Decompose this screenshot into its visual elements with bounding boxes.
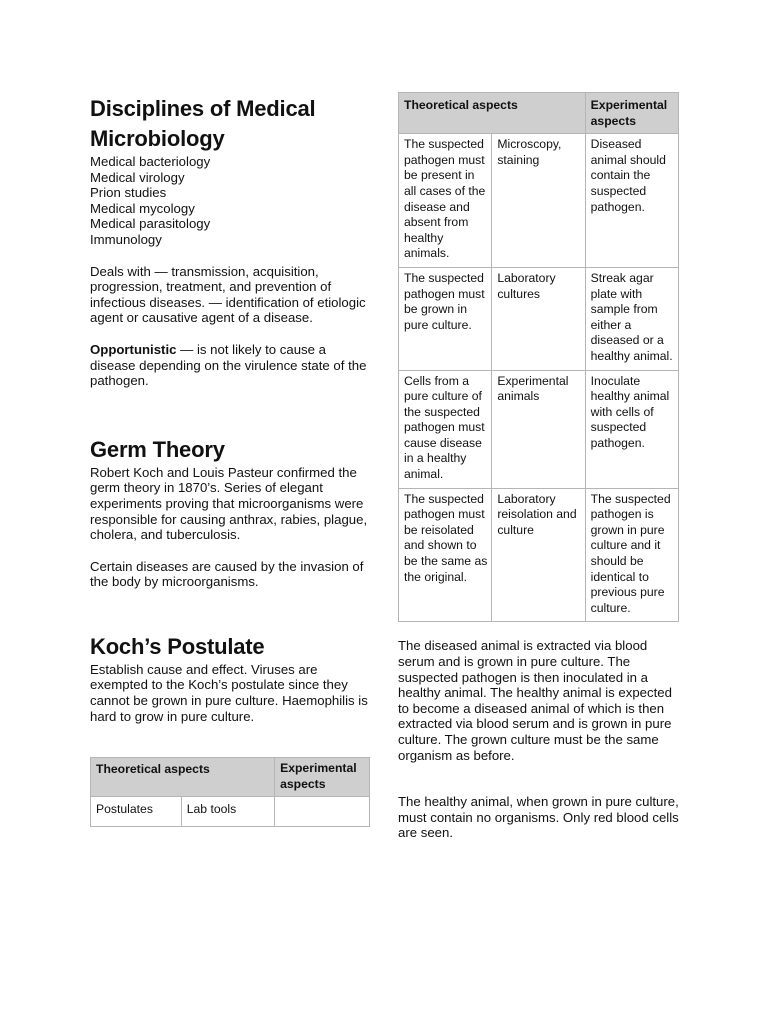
table-cell: The suspected pathogen must be grown in pure culture. bbox=[399, 267, 492, 370]
table-cell: Inoculate healthy animal with cells of suspected pathogen. bbox=[585, 370, 678, 488]
table-header-experimental: Experimental aspects bbox=[585, 93, 678, 134]
table-cell: Postulates bbox=[91, 797, 182, 827]
invasion-paragraph: Certain diseases are caused by the invasion of the body by microorganisms. bbox=[90, 558, 364, 590]
table-cell: Lab tools bbox=[181, 797, 274, 827]
extraction-paragraph: The diseased animal is extracted via blood serum and is grown in pure culture. The suspected pathogen is then inoculated in a healthy animal. The healthy animal is expected to become a diseased animal of which is then extracted via blood serum and is grown in pure culture. The grown culture must be the same organism as before. bbox=[398, 638, 672, 763]
table-row bbox=[399, 370, 679, 488]
table-row bbox=[399, 134, 679, 268]
kochs-postulate-heading: Koch’s Postulate bbox=[90, 633, 265, 659]
table-header-experimental: Experimental aspects bbox=[275, 758, 370, 797]
table-cell: Laboratory reisolation and culture bbox=[492, 488, 585, 622]
left-column bbox=[90, 94, 372, 827]
discipline-item: Medical bacteriology bbox=[90, 154, 211, 169]
discipline-item: Medical virology bbox=[90, 169, 185, 185]
table-row bbox=[399, 267, 679, 370]
table-row bbox=[399, 488, 679, 622]
opportunistic-definition: — is not likely to cause a disease depending on the virulence state of the pathogen. bbox=[90, 341, 367, 389]
discipline-item: Medical mycology bbox=[90, 200, 195, 216]
table-cell: The suspected pathogen must be present in all cases of the disease and absent from healthy animals. bbox=[399, 134, 492, 268]
table-cell: The suspected pathogen is grown in pure culture and it should be identical to previous pure culture. bbox=[585, 488, 678, 622]
table-header-theoretical: Theoretical aspects bbox=[399, 93, 586, 134]
table-cell: Streak agar plate with sample from either a diseased or a healthy animal. bbox=[585, 267, 678, 370]
table-cell: Diseased animal should contain the suspected pathogen. bbox=[585, 134, 678, 268]
right-column bbox=[398, 92, 680, 841]
kochs-postulates-table bbox=[398, 92, 679, 622]
disciplines-heading: Disciplines of Medical Microbiology bbox=[90, 96, 316, 151]
table-cell: Laboratory cultures bbox=[492, 267, 585, 370]
postulates-table bbox=[90, 757, 370, 827]
kochs-postulate-paragraph: Establish cause and effect. Viruses are exempted to the Koch’s postulate since they cannot be grown in pure culture. Haemophilis is hard to grow in pure culture. bbox=[90, 661, 368, 724]
table-cell: The suspected pathogen must be reisolated and shown to be the same as the original. bbox=[399, 488, 492, 622]
opportunistic-paragraph bbox=[90, 342, 372, 389]
table-cell: Microscopy, staining bbox=[492, 134, 585, 268]
discipline-item: Medical parasitology bbox=[90, 216, 211, 232]
discipline-item: Prion studies bbox=[90, 185, 167, 201]
germ-theory-heading: Germ Theory bbox=[90, 436, 225, 462]
table-cell: Cells from a pure culture of the suspected pathogen must cause disease in a healthy animal. bbox=[399, 370, 492, 488]
table-row bbox=[91, 797, 370, 827]
table-header-theoretical: Theoretical aspects bbox=[91, 758, 275, 797]
healthy-animal-paragraph: The healthy animal, when grown in pure culture, must contain no organisms. Only red blood cells are seen. bbox=[398, 794, 679, 841]
table-cell bbox=[275, 797, 370, 827]
germ-theory-paragraph: Robert Koch and Louis Pasteur confirmed the germ theory in 1870’s. Series of elegant experiments proving that microorganisms were responsible for causing anthrax, rabies, plague, cholera, and tuberculosis. bbox=[90, 464, 368, 543]
disciplines-list bbox=[90, 154, 372, 248]
discipline-item: Immunology bbox=[90, 231, 162, 247]
table-cell: Experimental animals bbox=[492, 370, 585, 488]
opportunistic-term: Opportunistic bbox=[90, 341, 177, 357]
deals-with-paragraph: Deals with — transmission, acquisition, progression, treatment, and prevention of infectious diseases. — identification of etiologic agent or causative agent of a disease. bbox=[90, 263, 366, 326]
